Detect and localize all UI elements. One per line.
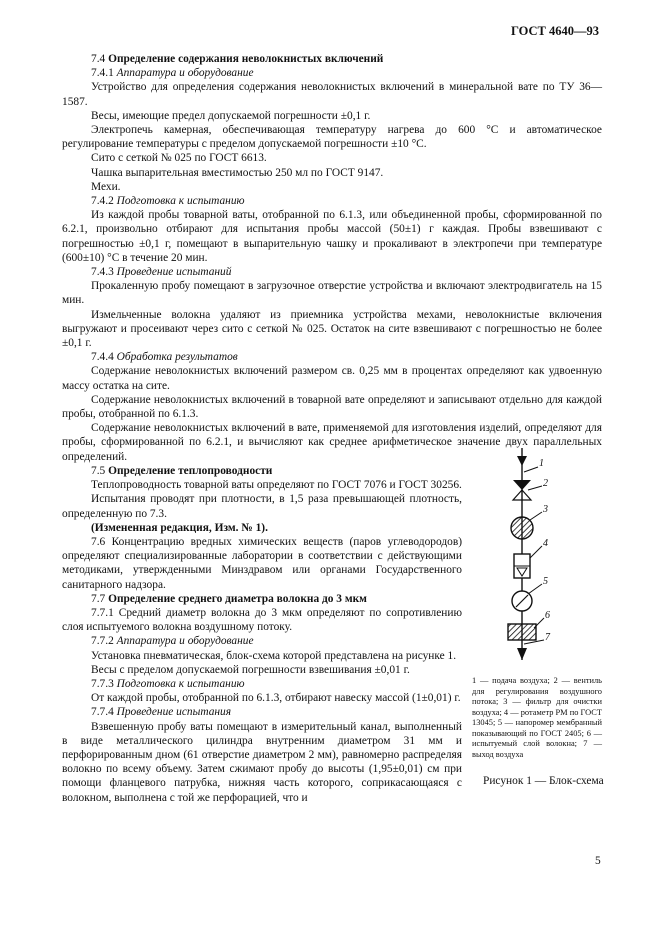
fiber-layer-icon [508,624,536,640]
narrow-column [62,478,462,805]
paragraph: 7.7.1 Средний диаметр волокна до 3 мкм определяют по сопротивлению слоя испытуемого волокна воздушному потоку. [62,606,462,634]
section-7-7-4-heading: 7.7.4 Проведение испытания [91,706,232,719]
filter-icon [511,517,533,539]
paragraph: Весы с пределом допускаемой погрешности взвешивания ±0,01 г. [91,663,410,676]
paragraph: Прокаленную пробу помещают в загрузочное отверстие устройства и включают электродвигатель на 15 мин. [62,280,602,307]
paragraph: 7.6 Концентрацию вредных химических веществ (паров углеводородов) определяют специализированные лаборатории в соответствии с действующими методиками, утвержденными Минздравом или органами Государственного санитарного надзора. [62,535,462,591]
paragraph: Устройство для определения содержания неволокнистых включений в минеральной вате по ТУ 36—1587. [62,81,602,108]
paragraph: Содержание неволокнистых включений в товарной вате определяют и записывают отдельно для каждой пробы, отобранной по 6.1.3. [62,393,602,421]
amendment-note: (Измененная редакция, Изм. № 1). [91,521,268,534]
fig-label: 5 [543,576,548,587]
section-7-4-1-heading: 7.4.1 Аппаратура и оборудование [91,67,254,80]
section-7-7-3-heading: 7.7.3 Подготовка к испытанию [91,677,245,690]
section-7-4-3-heading: 7.4.3 Проведение испытаний [91,266,232,279]
fig-label: 7 [545,632,550,643]
fig-label: 3 [543,504,548,515]
paragraph: Взвешенную пробу ваты помещают в измерительный канал, выполненный в виде металлического цилиндра внутренним диаметром 31 мм и перфорированным дном (61 отверстие диаметром 2 мм), равномерно распределяя волокно по всему объему. Затем сжимают пробу до высоты (1,95±0,01) см при помощи фланцевого патрубка, нижняя часть которого, соприкасающаяся с волокном, выполнена с той же перфорацией, что и [62,720,462,804]
paragraph: Весы, имеющие предел допускаемой погрешности ±0,1 г. [91,109,371,122]
paragraph: Из каждой пробы товарной ваты, отобранной по 6.1.3, или объединенной пробы, сформированной по 6.2.1, произвольно отбирают для испытания пробы массой (50±1) г каждая. Пробы взвешивают с погрешностью ±0,1 г, помещают в выпарительную чашку и прокаливают в электропечи при температуре (600±10) °С в течение 20 мин. [62,209,602,264]
paragraph: Содержание неволокнистых включений размером св. 0,25 мм в процентах определяют как удвоенную массу остатка на сите. [62,365,602,392]
pressure-gauge-icon [512,591,532,611]
section-7-4-heading: 7.4 Определение содержания неволокнистых включений [91,53,384,65]
fig-label: 6 [545,610,550,621]
fig-label: 4 [543,538,548,549]
paragraph: Мехи. [91,180,121,193]
paragraph: Чашка выпарительная вместимостью 250 мл по ГОСТ 9147. [91,166,384,179]
section-7-4-4-heading: 7.4.4 Обработка результатов [91,351,238,364]
fig-label: 1 [539,458,544,469]
block-diagram [494,448,556,664]
page-number: 5 [595,855,601,867]
paragraph: Содержание неволокнистых включений в вате, применяемой для изготовления изделий, определяют для пробы, сформированной по 6.2.1, и вычисляют как среднее арифметическое значение двух параллельных определений. [62,422,602,463]
inlet-arrow [517,456,527,466]
paragraph: Теплопроводность товарной ваты определяют по ГОСТ 7076 и ГОСТ 30256. [91,479,462,492]
section-7-5-heading: 7.5 Определение теплопроводности [91,464,273,477]
section-7-7-2-heading: 7.7.2 Аппаратура и оборудование [91,635,254,648]
paragraph: Установка пневматическая, блок-схема которой представлена на рисунке 1. [91,649,457,662]
document-header: ГОСТ 4640—93 [510,24,599,38]
paragraph: Сито с сеткой № 025 по ГОСТ 6613. [91,152,267,165]
section-7-7-heading: 7.7 Определение среднего диаметра волокна до 3 мкм [91,592,367,605]
paragraph: Измельченные волокна удаляют из приемника устройства мехами, неволокнистые включения выгружают и просеивают через сито с сеткой № 025. Остаток на сите взвешивают с погрешностью не более ±0,1 г. [62,308,602,350]
section-7-4-2-heading: 7.4.2 Подготовка к испытанию [91,195,245,208]
outlet-arrow [517,648,527,660]
rotameter-icon [514,554,530,578]
fig-label: 2 [543,478,548,489]
paragraph: От каждой пробы, отобранной по 6.1.3, отбирают навеску массой (1±0,01) г. [91,692,461,705]
paragraph: Испытания проводят при плотности, в 1,5 раза превышающей плотность, определенную по 7.3. [62,493,462,520]
paragraph: Электропечь камерная, обеспечивающая температуру нагрева до 600 °С и автоматическое регулирование температуры с пределом допускаемой погрешности ±10 °С. [62,124,602,151]
figure-caption: 1 — подача воздуха; 2 — вентиль для регулирования воздушного потока; 3 — фильтр для очистки воздуха; 4 — ротаметр РМ по ГОСТ 13045; 5 — напоромер мембранный показывающий по ГОСТ 2405; 6 — испытуемый слой волокна; 7 — выход воздуха [472,676,602,759]
figure-title: Рисунок 1 — Блок-схема [483,775,604,787]
